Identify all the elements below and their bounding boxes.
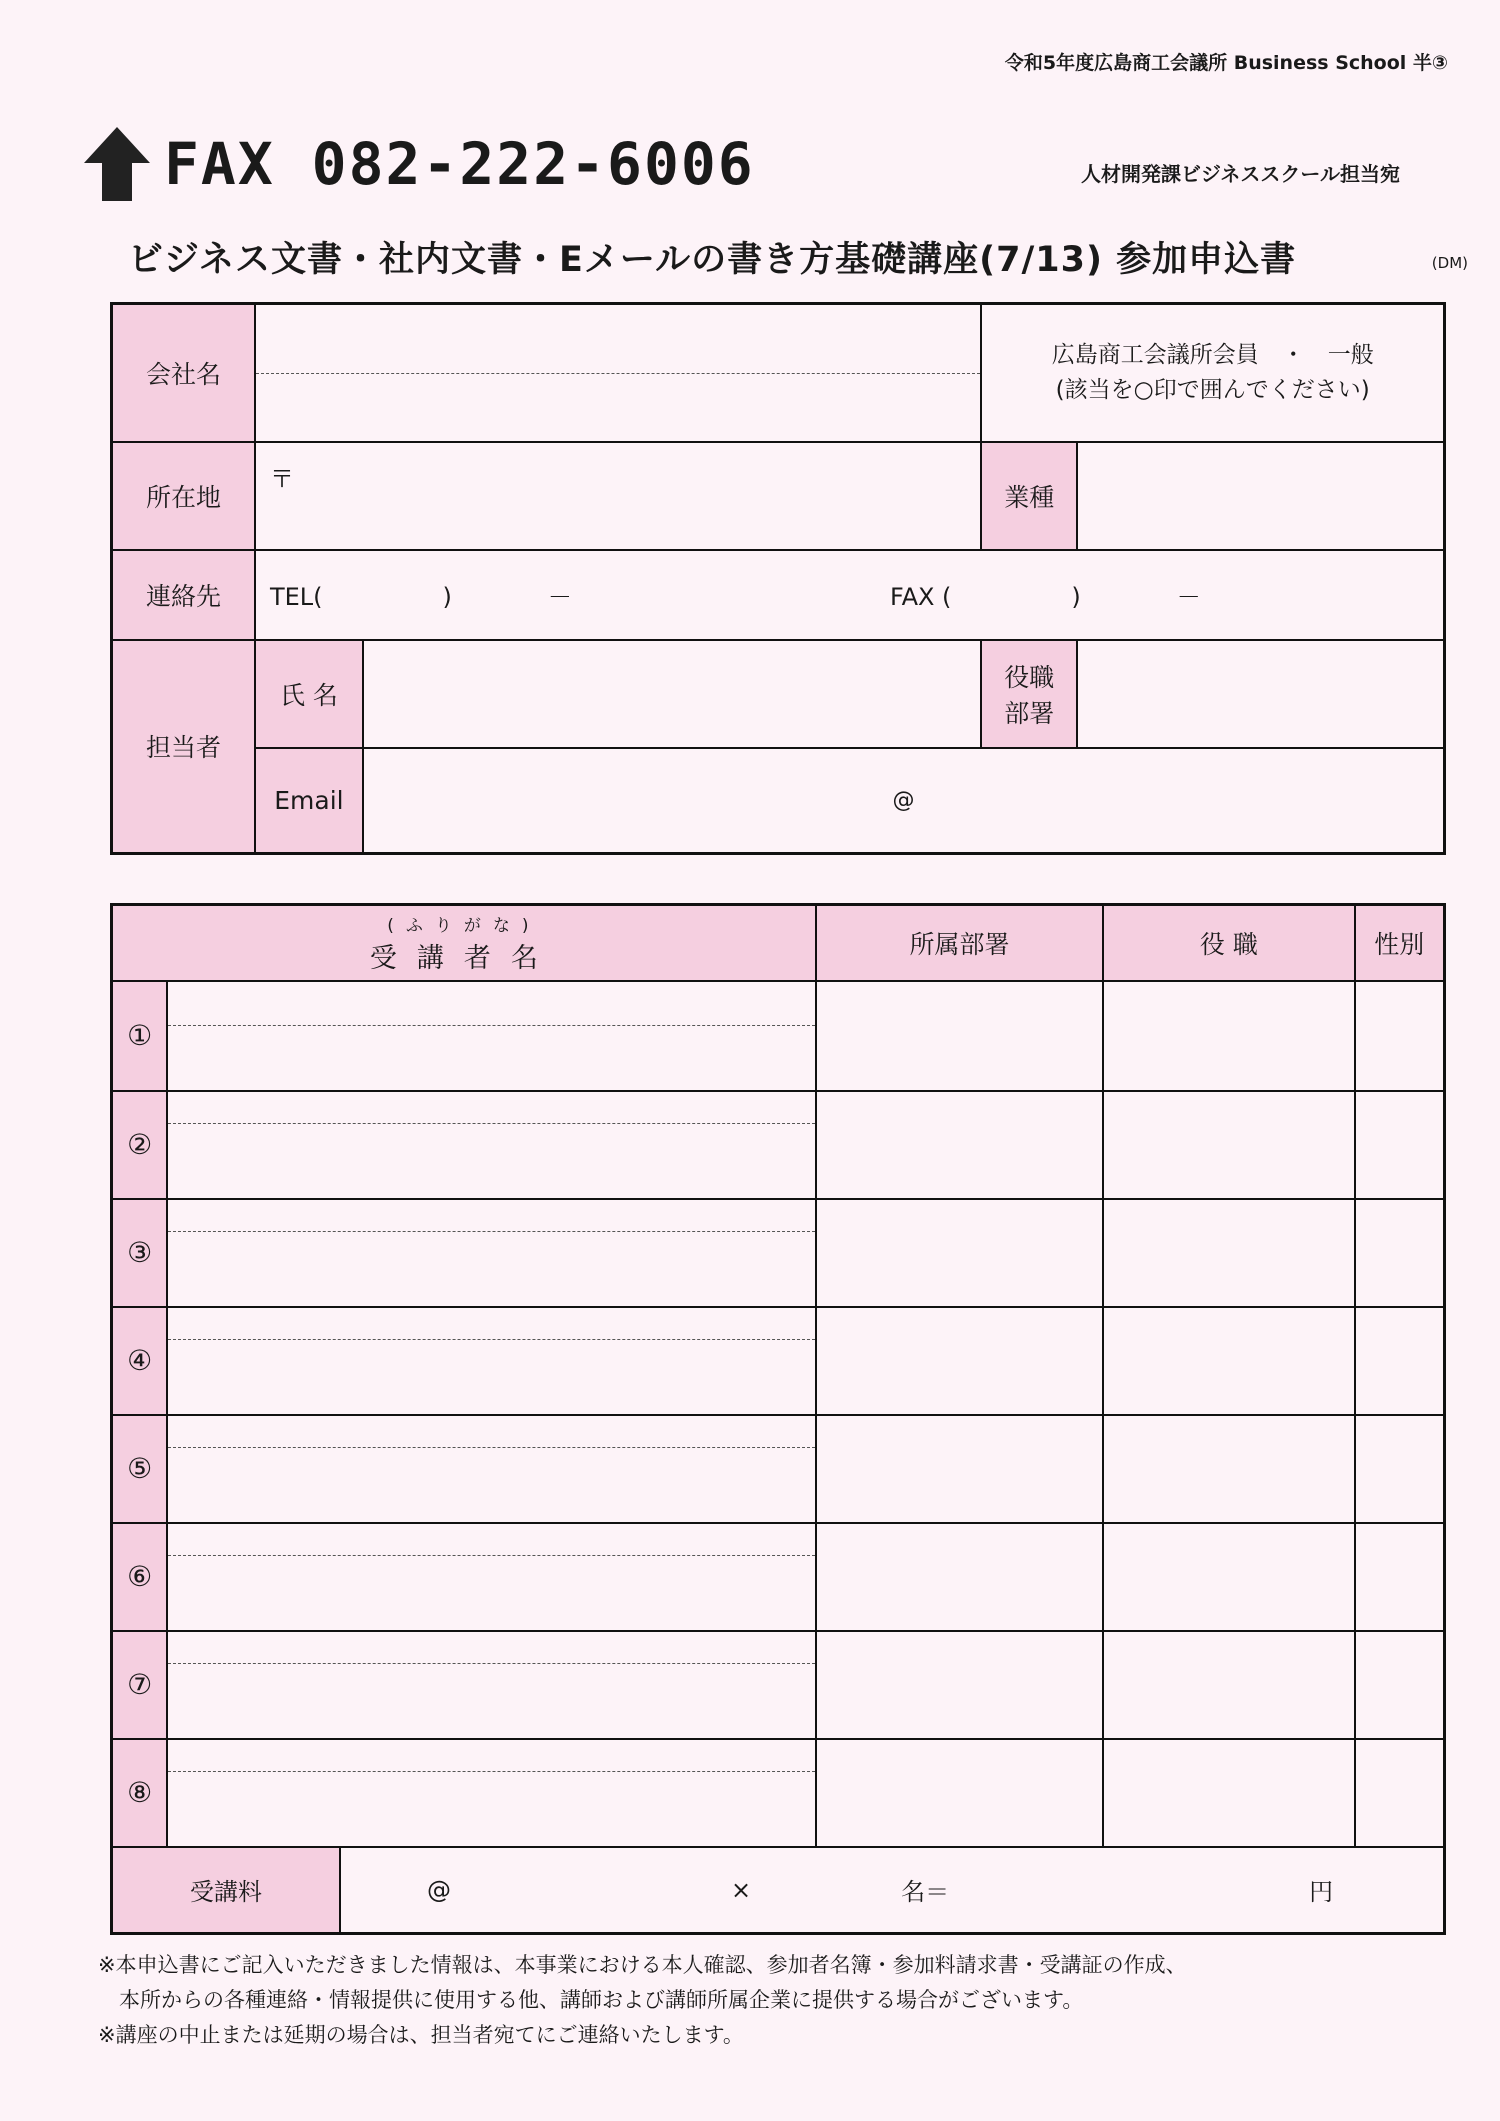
furigana-divider — [168, 1025, 814, 1026]
person-in-charge-label: 担当者 — [112, 640, 255, 854]
attendee-gender-field[interactable] — [1355, 1631, 1445, 1739]
attendee-dept-field[interactable] — [816, 1199, 1103, 1307]
dept-label: 部署 — [1004, 698, 1055, 728]
address-label: 所在地 — [112, 442, 255, 550]
attendee-dept-field[interactable] — [816, 1307, 1103, 1415]
fee-times: × — [731, 1875, 752, 1904]
table-row — [112, 1631, 1445, 1739]
industry-field[interactable] — [1077, 442, 1444, 550]
row-number: ⑤ — [112, 1415, 168, 1523]
furigana-divider — [168, 1231, 814, 1232]
industry-label: 業種 — [981, 442, 1077, 550]
table-row — [112, 1199, 1445, 1307]
form-title: ビジネス文書・社内文書・Eメールの書き方基礎講座(7/13) 参加申込書 — [128, 240, 1297, 280]
attendee-position-field[interactable] — [1103, 1739, 1354, 1847]
contact-field[interactable] — [255, 550, 1445, 640]
fee-yen: 円 — [1309, 1878, 1334, 1906]
person-name-field[interactable] — [363, 640, 982, 748]
fax-field: FAX ( ) － — [889, 583, 1201, 611]
row-number: ② — [112, 1091, 168, 1199]
position-header: 役 職 — [1103, 905, 1354, 981]
row-number: ③ — [112, 1199, 168, 1307]
postal-mark: 〒 — [269, 464, 294, 493]
attendee-position-field[interactable] — [1103, 1307, 1354, 1415]
attendee-dept-field[interactable] — [816, 1091, 1103, 1199]
attendee-gender-field[interactable] — [1355, 1523, 1445, 1631]
attendee-gender-field[interactable] — [1355, 981, 1445, 1091]
table-row — [112, 1523, 1445, 1631]
fee-label: 受講料 — [113, 1848, 341, 1932]
attendee-position-field[interactable] — [1103, 1415, 1354, 1523]
attendee-dept-field[interactable] — [816, 1415, 1103, 1523]
attendee-gender-field[interactable] — [1355, 1199, 1445, 1307]
attendee-name-field[interactable] — [167, 981, 815, 1091]
notes — [98, 1948, 1187, 2053]
position-dept-field[interactable] — [1077, 640, 1444, 748]
company-info-table — [110, 302, 1446, 855]
person-name-label: 氏 名 — [255, 640, 363, 748]
fee-at: @ — [427, 1875, 451, 1904]
dm-mark: (DM) — [1431, 254, 1468, 272]
membership-note: (該当を○印で囲んでください) — [1055, 376, 1370, 403]
furigana-label: (ふりがな) — [387, 915, 541, 936]
membership-cell[interactable] — [981, 304, 1444, 442]
row-number: ⑥ — [112, 1523, 168, 1631]
note-line: ※講座の中止または延期の場合は、担当者宛てにご連絡いたします。 — [98, 2023, 744, 2047]
contact-label: 連絡先 — [112, 550, 255, 640]
attendee-position-field[interactable] — [1103, 1523, 1354, 1631]
attendee-name-field[interactable] — [167, 1523, 815, 1631]
membership-choice: 広島商工会議所会員 ・ 一般 — [1051, 342, 1374, 369]
row-number: ⑦ — [112, 1631, 168, 1739]
table-row — [112, 1091, 1445, 1199]
furigana-divider — [168, 1339, 814, 1340]
furigana-divider — [256, 373, 980, 374]
email-label: Email — [255, 748, 363, 854]
fax-number: FAX 082-222-6006 — [164, 130, 755, 198]
note-line: ※本申込書にご記入いただきました情報は、本事業における本人確認、参加者名簿・参加料請求書・受講証の作成、 — [98, 1953, 1187, 1977]
attendee-position-field[interactable] — [1103, 1199, 1354, 1307]
attendee-gender-field[interactable] — [1355, 1091, 1445, 1199]
recipient-dept: 人材開発課ビジネススクール担当宛 — [1081, 162, 1400, 186]
position-dept-label — [981, 640, 1077, 748]
attendee-gender-field[interactable] — [1355, 1739, 1445, 1847]
attendee-dept-field[interactable] — [816, 1631, 1103, 1739]
program-label: 令和5年度広島商工会議所 Business School 半③ — [1004, 52, 1448, 74]
note-line: 本所からの各種連絡・情報提供に使用する他、講師および講師所属企業に提供する場合がございます。 — [98, 1988, 1084, 2012]
gender-header: 性別 — [1355, 905, 1445, 981]
attendee-name-label: 受講者名 — [369, 942, 558, 974]
furigana-divider — [168, 1555, 814, 1556]
attendee-dept-field[interactable] — [816, 1523, 1103, 1631]
attendee-name-header — [112, 905, 816, 981]
attendee-name-field[interactable] — [167, 1631, 815, 1739]
table-row — [112, 1415, 1445, 1523]
email-field[interactable] — [363, 748, 1445, 854]
dept-header: 所属部署 — [816, 905, 1103, 981]
row-number: ① — [112, 981, 168, 1091]
position-label: 役職 — [1004, 662, 1055, 692]
attendee-position-field[interactable] — [1103, 1631, 1354, 1739]
attendee-gender-field[interactable] — [1355, 1415, 1445, 1523]
row-number: ④ — [112, 1307, 168, 1415]
fee-people: 名＝ — [901, 1878, 950, 1906]
address-field[interactable] — [255, 442, 981, 550]
table-row — [112, 1739, 1445, 1847]
attendee-dept-field[interactable] — [816, 1739, 1103, 1847]
fee-row — [112, 1847, 1445, 1934]
row-number: ⑧ — [112, 1739, 168, 1847]
fee-cell[interactable] — [112, 1847, 1445, 1934]
at-mark: @ — [892, 787, 915, 813]
furigana-divider — [168, 1771, 814, 1772]
attendee-name-field[interactable] — [167, 1739, 815, 1847]
table-row — [112, 1307, 1445, 1415]
attendees-table — [110, 903, 1446, 1935]
attendee-gender-field[interactable] — [1355, 1307, 1445, 1415]
furigana-divider — [168, 1663, 814, 1664]
furigana-divider — [168, 1123, 814, 1124]
company-name-label: 会社名 — [112, 304, 255, 442]
attendee-dept-field[interactable] — [816, 981, 1103, 1091]
table-row — [112, 981, 1445, 1091]
attendee-position-field[interactable] — [1103, 1091, 1354, 1199]
attendee-name-field[interactable] — [167, 1091, 815, 1199]
attendee-name-field[interactable] — [167, 1199, 815, 1307]
tel-field: TEL( ) － — [269, 583, 572, 611]
attendee-name-field[interactable] — [167, 1307, 815, 1415]
up-arrow-icon — [82, 125, 152, 203]
attendee-name-field[interactable] — [167, 1415, 815, 1523]
company-name-field[interactable] — [255, 304, 981, 442]
fax-line — [82, 125, 755, 203]
attendee-position-field[interactable] — [1103, 981, 1354, 1091]
furigana-divider — [168, 1447, 814, 1448]
